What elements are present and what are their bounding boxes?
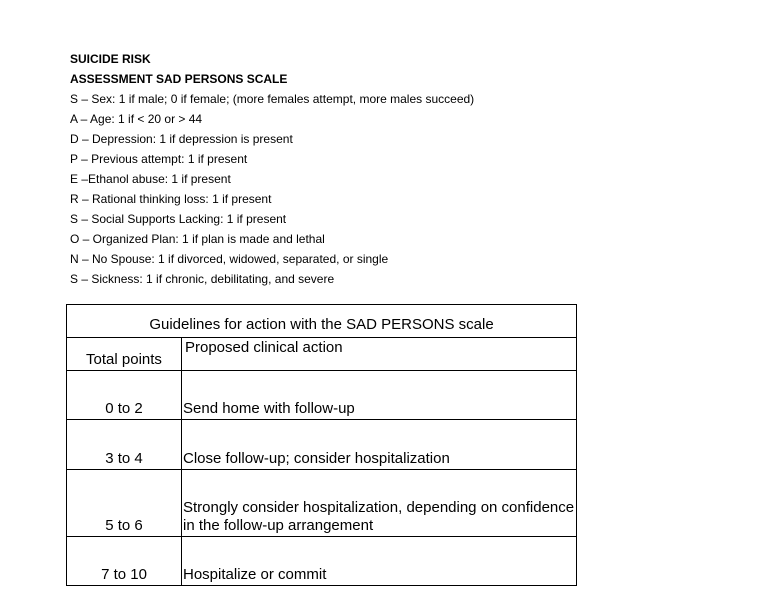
title-line-1: SUICIDE RISK xyxy=(70,52,151,66)
title-line-2: ASSESSMENT SAD PERSONS SCALE xyxy=(70,72,288,86)
table-row xyxy=(67,420,577,470)
table-caption-text: Guidelines for action with the SAD PERSONS scale xyxy=(149,316,494,333)
criterion-ethanol-abuse: E –Ethanol abuse: 1 if present xyxy=(70,172,231,186)
points-cell xyxy=(67,420,182,470)
guidelines-table xyxy=(66,304,577,586)
points-cell xyxy=(67,470,182,537)
criterion-depression: D – Depression: 1 if depression is present xyxy=(70,132,293,146)
points-text: 0 to 2 xyxy=(105,400,143,417)
table-row xyxy=(67,470,577,537)
header-total-points-text: Total points xyxy=(86,351,162,368)
points-text: 3 to 4 xyxy=(105,450,143,467)
criterion-sex: S – Sex: 1 if male; 0 if female; (more females attempt, more males succeed) xyxy=(70,92,475,106)
table-caption-row xyxy=(67,305,577,338)
action-text: Hospitalize or commit xyxy=(183,566,327,583)
criterion-sickness: S – Sickness: 1 if chronic, debilitating, and severe xyxy=(70,272,335,286)
criterion-age: A – Age: 1 if < 20 or > 44 xyxy=(70,112,203,126)
header-proposed-action-text: Proposed clinical action xyxy=(185,339,343,356)
table-row xyxy=(67,537,577,586)
header-total-points xyxy=(67,338,182,371)
action-text: Strongly consider hospitalization, depending on confidence in the follow-up arrangement xyxy=(183,499,575,534)
action-text: Close follow-up; consider hospitalization xyxy=(183,450,450,467)
action-cell xyxy=(182,537,577,586)
points-cell xyxy=(67,537,182,586)
table-row xyxy=(67,371,577,420)
criterion-organized-plan: O – Organized Plan: 1 if plan is made and lethal xyxy=(70,232,325,246)
table-header-row xyxy=(67,338,577,371)
action-text: Send home with follow-up xyxy=(183,400,355,417)
points-cell xyxy=(67,371,182,420)
action-cell xyxy=(182,470,577,537)
criterion-no-spouse: N – No Spouse: 1 if divorced, widowed, separated, or single xyxy=(70,252,389,266)
points-text: 5 to 6 xyxy=(105,517,143,534)
criterion-rational-thinking: R – Rational thinking loss: 1 if present xyxy=(70,192,272,206)
points-text: 7 to 10 xyxy=(101,566,147,583)
table-caption xyxy=(67,305,577,338)
criterion-social-supports: S – Social Supports Lacking: 1 if present xyxy=(70,212,287,226)
action-cell xyxy=(182,371,577,420)
criterion-previous-attempt: P – Previous attempt: 1 if present xyxy=(70,152,248,166)
action-cell xyxy=(182,420,577,470)
header-proposed-action xyxy=(182,338,577,371)
